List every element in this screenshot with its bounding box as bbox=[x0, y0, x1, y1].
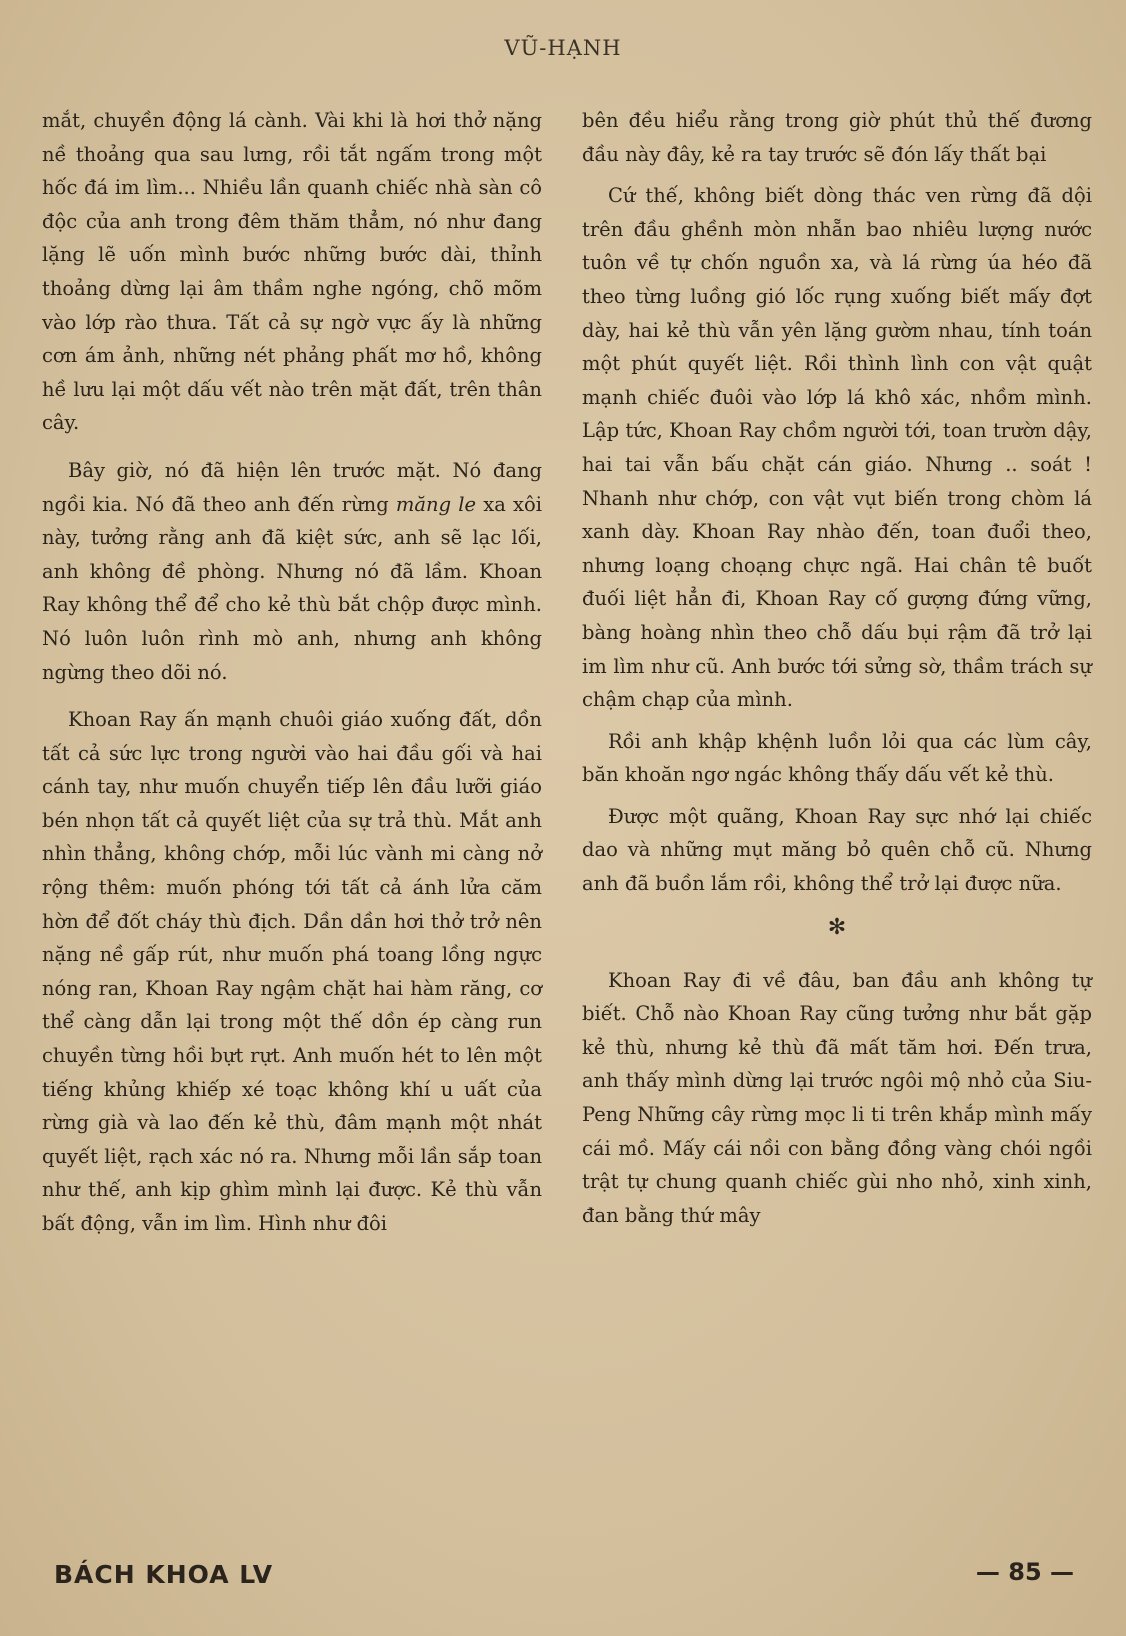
page-number: — 85 — bbox=[975, 1558, 1074, 1586]
paragraph: Khoan Ray ấn mạnh chuôi giáo xuống đất, dồn tất cả sức lực trong người vào hai đầu gối và hai cánh tay, như muốn chuyển tiếp lên đầu lưỡi giáo bén nhọn tất cả quyết liệt của sự trả thù. Mắt anh nhìn thẳng, không chớp, mỗi lúc vành mi càng nở rộng thêm: muốn phóng tới tất cả ánh lửa căm hờn để đốt cháy thù địch. Dần dần hơi thở trở nên nặng nề gấp rút, như muốn phá toang lồng ngực nóng ran, Khoan Ray ngậm chặt hai hàm răng, cơ thể càng dẫn lại trong một thế dồn ép càng run chuyền từng hồi bựt rựt. Anh muốn hét to lên một tiếng khủng khiếp xé toạc không khí u uất của rừng già và lao đến kẻ thù, đâm mạnh một nhát quyết liệt, rạch xác nó ra. Nhưng mỗi lần sắp toan như thế, anh kịp ghìm mình lại được. Kẻ thù vẫn bất động, vẫn im lìm. Hình như đôi bbox=[42, 708, 542, 1235]
paragraph: bên đều hiểu rằng trong giờ phút thủ thế đương đầu này đây, kẻ ra tay trước sẽ đón lấy thất bại bbox=[582, 109, 1092, 166]
right-column bbox=[582, 104, 1092, 1246]
italic-term: măng le bbox=[395, 492, 477, 516]
paragraph: mắt, chuyền động lá cành. Vài khi là hơi thở nặng nề thoảng qua sau lưng, rồi tắt ngấm trong một hốc đá im lìm... Nhiều lần quanh chiếc nhà sàn cô độc của anh trong đêm thăm thẳm, nó như đang lặng lẽ uốn mình bước những bước dài, thỉnh thoảng dừng lại âm thầm nghe ngóng, chõ mõm vào lớp rào thưa. Tất cả sự ngờ vực ấy là những cơn ám ảnh, những nét phảng phất mơ hồ, không hề lưu lại một dấu vết nào trên mặt đất, trên thân cây. bbox=[42, 109, 542, 435]
paragraph-text: Bây giờ, nó đã hiện lên trước mặt. Nó đang ngồi kia. Nó đã theo anh đến rừng bbox=[42, 458, 542, 516]
left-column bbox=[42, 104, 542, 1255]
paragraph: Khoan Ray đi về đâu, ban đầu anh không tự biết. Chỗ nào Khoan Ray cũng tưởng như bắt gặp kẻ thù, nhưng kẻ thù đã mất tăm hơi. Đến trưa, anh thấy mình dừng lại trước ngôi mộ nhỏ của Siu-Peng Những cây rừng mọc li ti trên khắp mình mấy cái mồ. Mấy cái nồi con bằng đồng vàng chói ngồi trật tự chung quanh chiếc gùi nho nhỏ, xinh xinh, đan bằng thứ mây bbox=[582, 968, 1092, 1227]
paragraph-text: xa xôi này, tưởng rằng anh đã kiệt sức, anh sẽ lạc lối, anh không đề phòng. Nhưng nó đã lầm. Khoan Ray không thể để cho kẻ thù bắt chộp được mình. Nó luôn luôn rình mò anh, nhưng anh không ngừng theo dõi nó. bbox=[42, 492, 542, 684]
paragraph: Rồi anh khập khệnh luồn lỏi qua các lùm cây, băn khoăn ngơ ngác không thấy dấu vết kẻ thù. bbox=[582, 729, 1092, 787]
magazine-title: BÁCH KHOA LV bbox=[54, 1560, 274, 1589]
running-header: VŨ-HẠNH bbox=[504, 36, 622, 60]
paragraph: Cứ thế, không biết dòng thác ven rừng đã dội trên đầu ghềnh mòn nhẵn bao nhiêu lượng nước tuôn về tự chốn nguồn xa, và lá rừng úa héo đã theo từng luồng gió lốc rụng xuống biết mấy đợt dày, hai kẻ thù vẫn yên lặng gườm nhau, tính toán một phút quyết liệt. Rồi thình lình con vật quật mạnh chiếc đuôi vào lớp lá khô xác, nhồm mình. Lập tức, Khoan Ray chồm người tới, toan trườn dậy, hai tai vẫn bấu chặt cán giáo. Nhưng .. soát ! Nhanh như chớp, con vật vụt biến trong chòm lá xanh dày. Khoan Ray nhào đến, toan đuổi theo, nhưng loạng choạng chực ngã. Hai chân tê buốt đuối liệt hẳn đi, Khoan Ray cố gượng đứng vững, bàng hoàng nhìn theo chỗ dấu bụi rậm đã trở lại im lìm như cũ. Anh bước tới sửng sờ, thầm trách sự chậm chạp của mình. bbox=[582, 184, 1092, 712]
paragraph: Được một quãng, Khoan Ray sực nhớ lại chiếc dao và những mụt măng bỏ quên chỗ cũ. Nhưng anh đã buồn lắm rồi, không thể trở lại được nữa. bbox=[582, 804, 1092, 896]
section-divider-icon: ✻ bbox=[827, 914, 847, 940]
paragraph bbox=[42, 454, 542, 689]
